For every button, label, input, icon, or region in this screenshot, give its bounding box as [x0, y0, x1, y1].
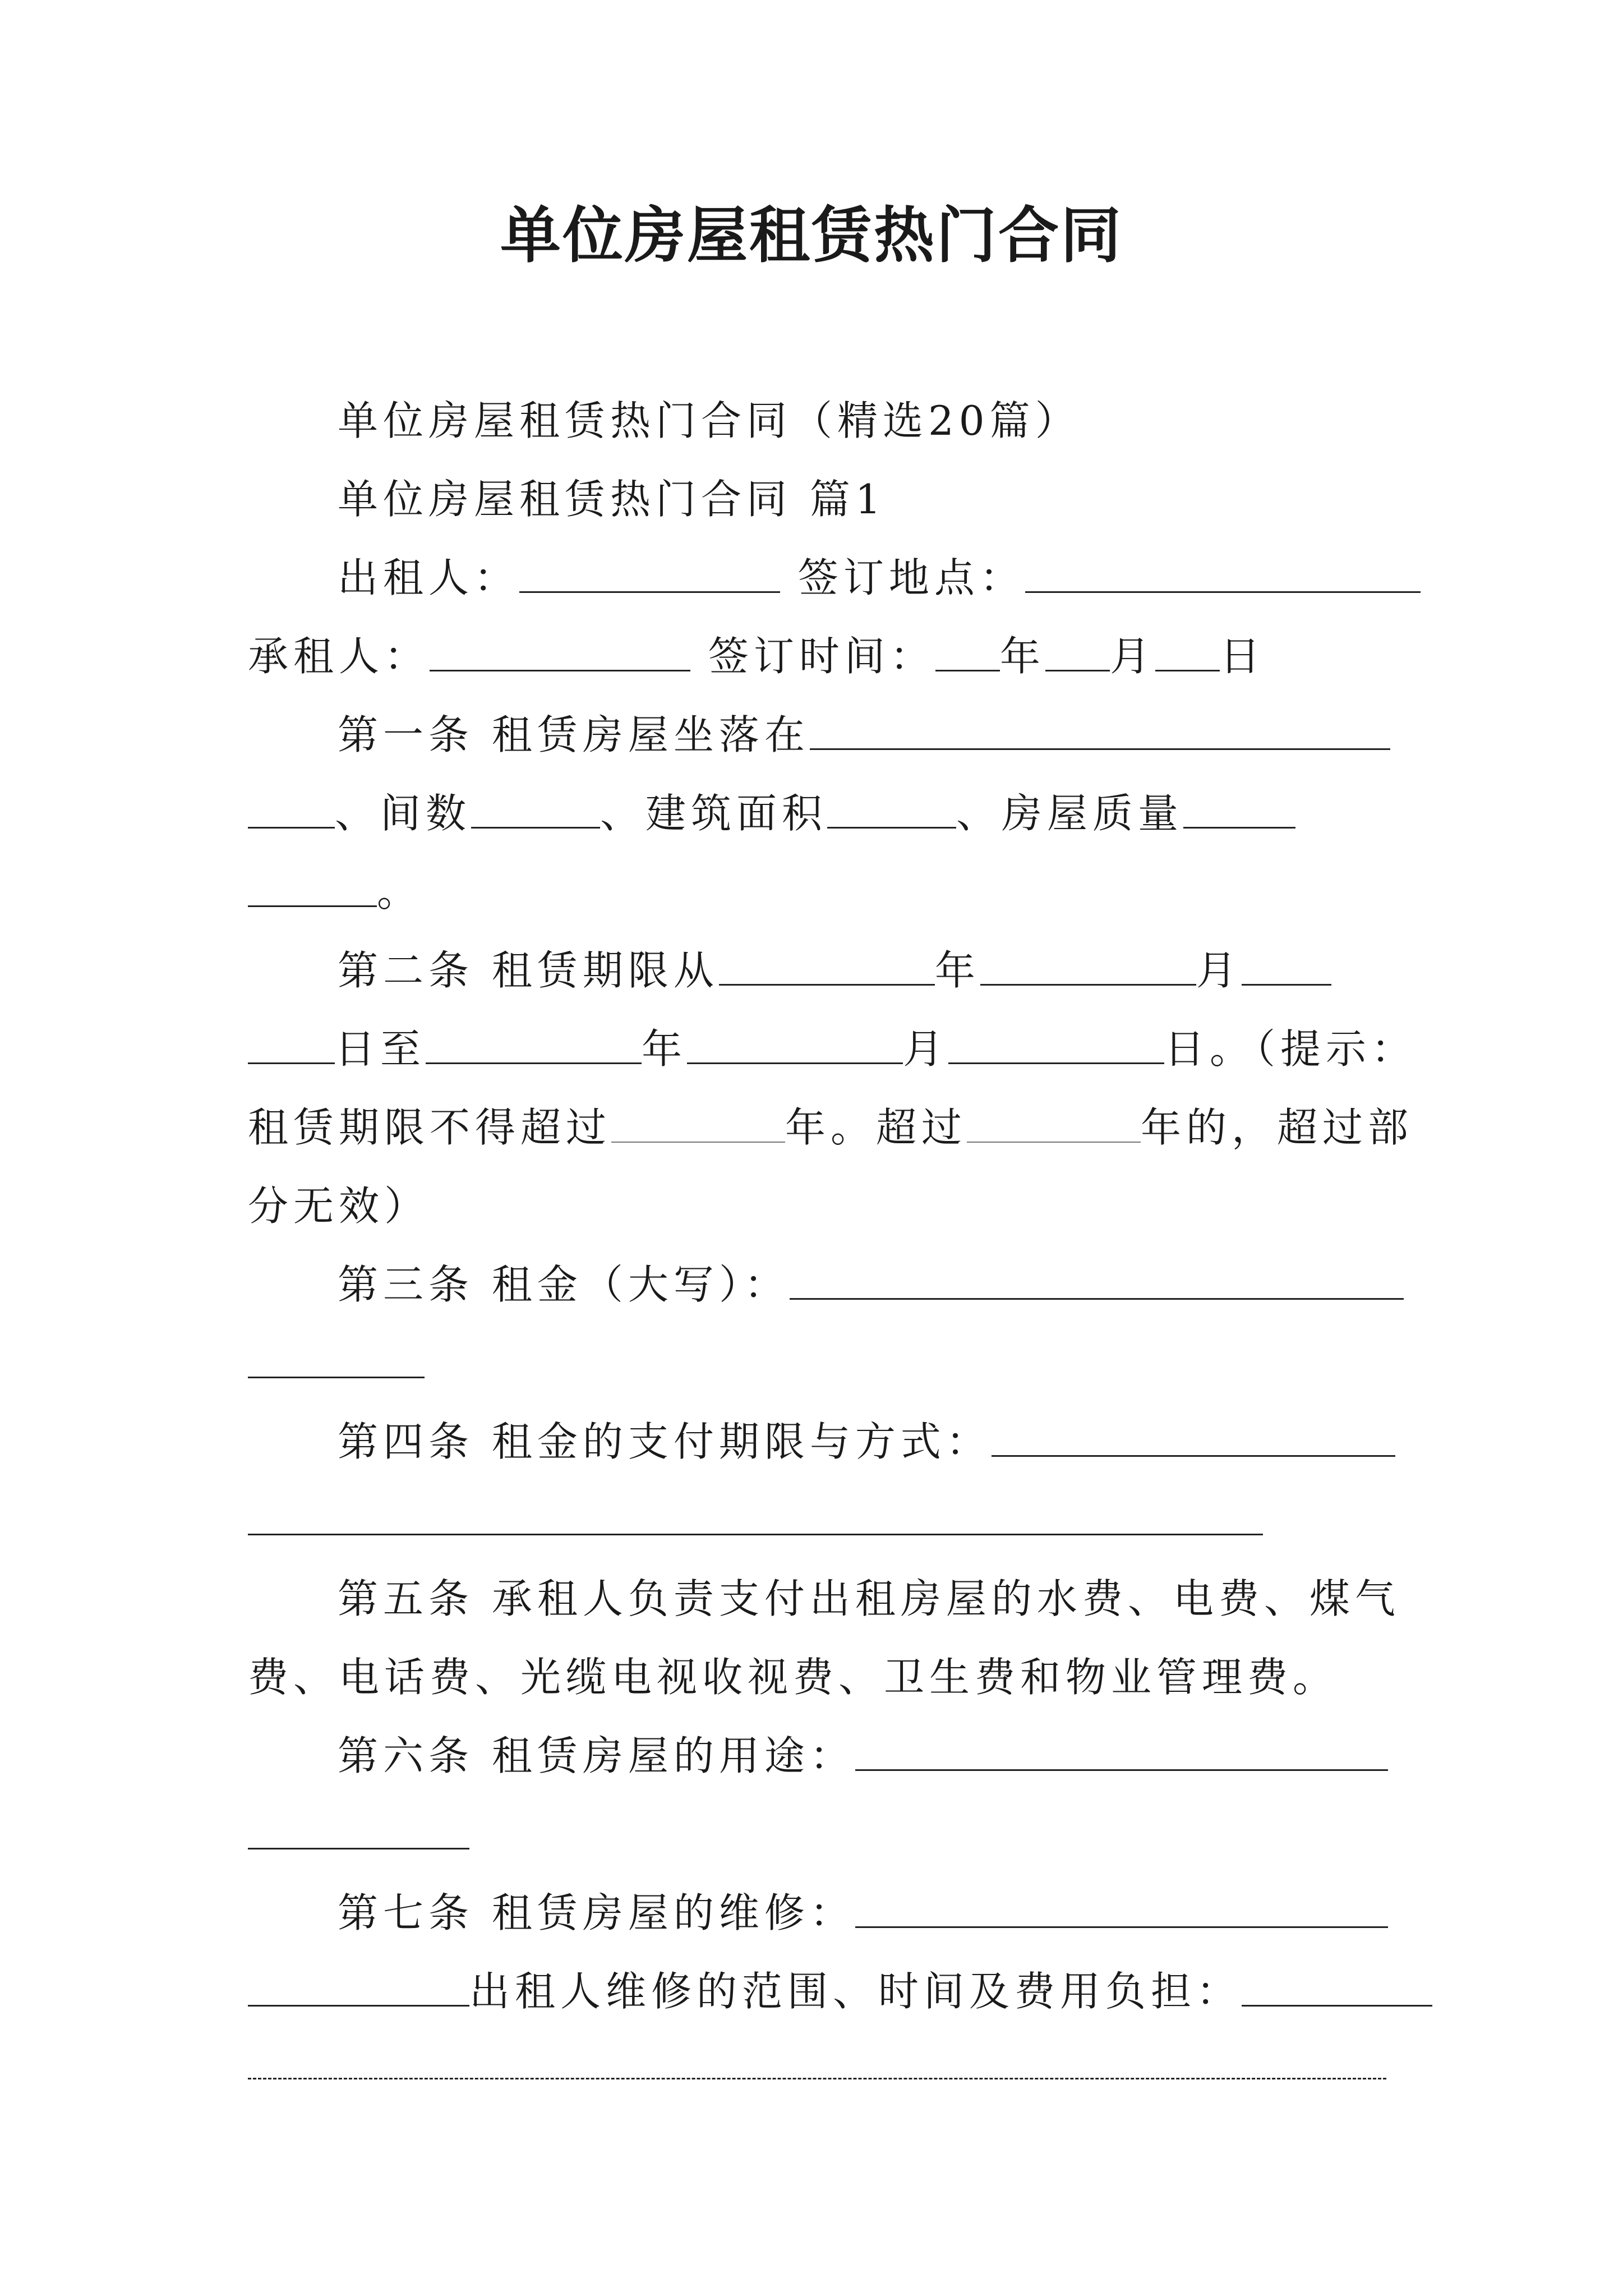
article-6-line-2	[248, 1795, 1386, 1874]
repair-blank[interactable]	[855, 1886, 1388, 1928]
exceed-years-blank[interactable]	[967, 1101, 1141, 1143]
article-2-line-4	[248, 1167, 1386, 1245]
article-1-period: 。	[377, 868, 423, 915]
article-4-label: 第四条 租金的支付期限与方式：	[338, 1418, 992, 1465]
location-blank[interactable]	[810, 708, 1390, 750]
article-1-line-3	[248, 853, 1386, 931]
article-5-text-2: 费、电话费、光缆电视收视费、卫生费和物业管理费。	[248, 1654, 1339, 1701]
article-1-line-1	[248, 696, 1386, 774]
day-unit: 日	[1219, 633, 1265, 680]
article-4-line-1	[248, 1402, 1386, 1481]
end-month-blank[interactable]	[687, 1022, 903, 1064]
sign-year-blank[interactable]	[935, 629, 1000, 671]
repair-scope-blank[interactable]	[1242, 1964, 1432, 2007]
part-heading: 单位房屋租赁热门合同 篇1	[338, 476, 886, 523]
subtitle: 单位房屋租赁热门合同（精选20篇）	[338, 397, 1081, 444]
article-7-line-2	[248, 1952, 1386, 2031]
start-month-blank[interactable]	[980, 944, 1196, 986]
rent-amount-blank[interactable]	[790, 1258, 1404, 1300]
document-body	[248, 381, 1417, 2109]
article-2-label: 第二条 租赁期限从	[338, 947, 719, 994]
start-month-unit: 月	[1196, 947, 1242, 994]
location-blank-continued[interactable]	[248, 786, 335, 829]
document-title: 单位房屋租赁热门合同	[500, 200, 1123, 271]
article-1-line-2	[248, 774, 1386, 853]
rent-amount-blank-continued[interactable]	[248, 1336, 425, 1378]
article-7-line-3	[248, 2031, 1386, 2109]
payment-terms-blank-continued[interactable]	[248, 1493, 1263, 1535]
area-blank[interactable]	[827, 786, 956, 829]
article-6-line-1	[248, 1717, 1386, 1795]
article-5-line-2	[248, 1638, 1386, 1717]
start-year-unit: 年	[934, 947, 980, 994]
usage-blank[interactable]	[855, 1729, 1388, 1771]
article-7-sub-label: 出租人维修的范围、时间及费用负担：	[469, 1968, 1242, 2015]
subtitle-line	[248, 381, 1386, 460]
repair-scope-dashed-line[interactable]	[248, 2078, 1386, 2079]
part-heading-line	[248, 460, 1386, 539]
start-day-blank[interactable]	[1242, 944, 1331, 986]
quality-label: 、房屋质量	[956, 790, 1184, 837]
start-day-blank-continued[interactable]	[248, 1022, 335, 1064]
article-2-line-1	[248, 931, 1386, 1010]
quality-blank[interactable]	[1183, 786, 1295, 829]
article-2-to: 日至	[335, 1025, 426, 1073]
article-3-line-1	[248, 1245, 1386, 1324]
sign-place-label: 签订地点：	[797, 554, 1025, 601]
end-year-blank[interactable]	[426, 1022, 642, 1064]
lessee-label: 承租人：	[248, 633, 430, 680]
usage-blank-continued[interactable]	[248, 1807, 469, 1849]
article-2-hint-start: 日。（提示：	[1164, 1025, 1417, 1073]
hint-max-label: 租赁期限不得超过	[248, 1104, 612, 1151]
area-label: 、建筑面积	[600, 790, 828, 837]
lessee-line	[248, 617, 1386, 696]
year-unit: 年	[999, 633, 1045, 680]
month-unit: 月	[1109, 633, 1155, 680]
end-month-unit: 月	[903, 1025, 949, 1073]
article-1-label: 第一条 租赁房屋坐落在	[338, 711, 810, 758]
lessor-blank[interactable]	[519, 551, 780, 593]
lessor-label: 出租人：	[338, 554, 520, 601]
article-3-line-2	[248, 1324, 1386, 1402]
max-years-blank[interactable]	[611, 1101, 785, 1143]
repair-blank-continued[interactable]	[248, 1964, 469, 2007]
sign-day-blank[interactable]	[1155, 629, 1220, 671]
sign-time-label: 签订时间：	[708, 633, 935, 680]
rooms-label: 、间数	[335, 790, 472, 837]
hint-exceed-tail: 年的，超过部	[1141, 1104, 1414, 1151]
article-3-label: 第三条 租金（大写）：	[338, 1261, 790, 1308]
article-5-line-1	[248, 1559, 1400, 1638]
quality-blank-continued[interactable]	[248, 865, 377, 907]
article-5-text-1: 第五条 承租人负责支付出租房屋的水费、电费、煤气	[338, 1575, 1400, 1622]
article-2-line-3	[248, 1088, 1414, 1167]
article-6-label: 第六条 租赁房屋的用途：	[338, 1732, 855, 1779]
rooms-blank[interactable]	[471, 786, 600, 829]
lessor-line	[248, 539, 1386, 617]
start-year-blank[interactable]	[719, 944, 935, 986]
article-4-line-2	[248, 1481, 1386, 1559]
sign-place-blank[interactable]	[1025, 551, 1421, 593]
article-7-line-1	[248, 1874, 1386, 1952]
payment-terms-blank[interactable]	[992, 1415, 1395, 1457]
hint-invalid: 分无效）	[248, 1182, 430, 1230]
lessee-blank[interactable]	[430, 629, 690, 671]
sign-month-blank[interactable]	[1045, 629, 1110, 671]
article-2-line-2	[248, 1010, 1417, 1088]
end-day-blank[interactable]	[948, 1022, 1164, 1064]
end-year-unit: 年	[642, 1025, 688, 1073]
hint-exceed-label: 年。超过	[785, 1104, 967, 1151]
article-7-label: 第七条 租赁房屋的维修：	[338, 1889, 855, 1936]
